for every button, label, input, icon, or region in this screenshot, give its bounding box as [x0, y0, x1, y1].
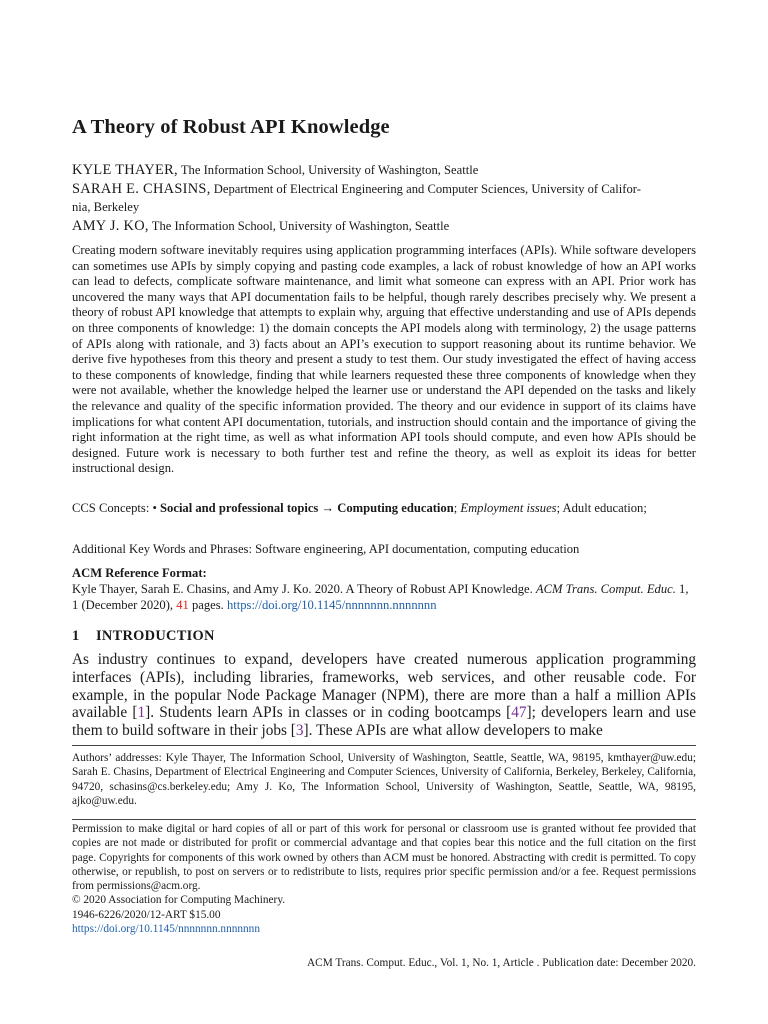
authors-addresses: Authors’ addresses: Kyle Thayer, The Information School, University of Washington, Seattle, Seattle, WA, 98195, kmthayer@uw.edu; Sarah E. Chasins, Department of Electrical Engineering and Computer Sciences, University of California, Berkeley, Berkeley, California, 94720, schasins@cs.berkeley.edu; Amy J. Ko, The Information School, University of Washington, Seattle, Seattle, WA, 98195, ajko@uw.edu.	[72, 752, 696, 807]
author-affiliation-cont: nia, Berkeley	[72, 200, 140, 214]
author-affiliation: The Information School, University of Washington, Seattle	[180, 163, 479, 177]
ccs-sep: ;	[453, 501, 458, 515]
section-title: INTRODUCTION	[96, 628, 215, 644]
abstract: Creating modern software inevitably requires using application programming interfaces (APIs). While software developers can sometimes use APIs by simply copying and pasting code examples, a lack of robust knowledge of how an API works can lead to defects, complicate software maintenance, and limit what someone can express with an API. Prior work has uncovered the many ways that API documentation fails to be helpful, though rarely describes precisely why. We present a theory of robust API knowledge that attempts to explain why, arguing that effective understanding and use of APIs depends on three components of knowledge: 1) the domain concepts the API models along with terminology, 2) the usage patterns of APIs along with rationale, and 3) facts about an API’s execution to support reasoning about its runtime behavior. We derive five hypotheses from this theory and present a study to test them. Our study investigated the effect of having access to these components of knowledge, finding that while learners requested these three components of knowledge when they were not available, whether the knowledge helped the learner use or understand the API depended on the tasks and likely the relevance and quality of the specific information provided. The theory and our evidence in support of its claims have implications for what content API documentation, tutorials, and instruction should contain and the importance of giving the right information at the right time, as well as what information API tools should compute, and even how APIs should be designed. Future work is necessary to both further test and refine the theory, as well as exploit its ideas for better instructional design.	[72, 243, 696, 476]
running-footer: ACM Trans. Comput. Educ., Vol. 1, No. 1, Article . Publication date: December 2020.	[307, 957, 696, 969]
reference-doi-link[interactable]: https://doi.org/10.1145/nnnnnnn.nnnnnnn	[226, 598, 437, 612]
citation-link[interactable]: 47	[511, 704, 527, 722]
ccs-arrow: →	[321, 501, 335, 515]
author-entry	[72, 180, 696, 216]
ccs-rest: ; Adult education;	[556, 501, 647, 515]
intro-text: As industry continues to expand, developers have created numerous application programming interfaces (APIs), including libraries, frameworks, web services, and other reusable code. For example, in the popular Node Package Manager (NPM), there are more than a half a million APIs available [	[72, 651, 696, 722]
intro-text: ]. Students learn APIs in classes or in coding bootcamps [	[145, 704, 512, 722]
reference-page-count[interactable]: 41	[176, 598, 189, 612]
section-number: 1	[72, 628, 80, 644]
reference-text: Kyle Thayer, Sarah E. Chasins, and Amy J. Ko. 2020. A Theory of Robust API Knowledge.	[72, 582, 533, 596]
author-name: AMY J. KO,	[72, 218, 149, 234]
author-name: SARAH E. CHASINS,	[72, 181, 211, 197]
issn-line: 1946-6226/2020/12-ART $15.00	[72, 908, 221, 921]
footer-doi-link[interactable]: https://doi.org/10.1145/nnnnnnn.nnnnnnn	[72, 923, 260, 936]
author-name: KYLE THAYER,	[72, 162, 178, 178]
ccs-concepts	[72, 500, 696, 516]
copyright-line: © 2020 Association for Computing Machinery.	[72, 894, 286, 907]
intro-text: ]; developers learn and use them to build software in their jobs [	[72, 704, 697, 740]
reference-pages-label: pages.	[191, 598, 224, 612]
reference-format	[72, 581, 696, 613]
reference-volume: 1, 1 (December 2020),	[72, 582, 689, 612]
paper-title: A Theory of Robust API Knowledge	[72, 116, 390, 138]
permission-rule	[72, 819, 696, 820]
author-entry	[72, 217, 696, 235]
reference-journal: ACM Trans. Comput. Educ.	[535, 582, 676, 596]
ccs-label: CCS Concepts: •	[72, 501, 157, 515]
keywords: Additional Key Words and Phrases: Software engineering, API documentation, computing education	[72, 542, 580, 556]
ccs-employment: Employment issues	[460, 501, 557, 515]
section-heading	[72, 628, 215, 645]
author-entry	[72, 161, 696, 179]
reference-heading: ACM Reference Format:	[72, 566, 207, 580]
author-affiliation: The Information School, University of Washington, Seattle	[151, 219, 450, 233]
permission-text: Permission to make digital or hard copies of all or part of this work for personal or classroom use is granted without fee provided that copies are not made or distributed for profit or commercial advantage and that copies bear this notice and the full citation on the first page. Copyrights for components of this work owned by others than ACM must be honored. Abstracting with credit is permitted. To copy otherwise, or republish, to post on servers or to redistribute to lists, requires prior specific permission and/or a fee. Request permissions from permissions@acm.org.	[72, 823, 696, 893]
ccs-topic: Social and professional topics	[160, 501, 319, 515]
citation-link[interactable]: 3	[295, 722, 304, 740]
intro-text: ]. These APIs are what allow developers to make	[303, 722, 603, 740]
permission-notice	[72, 822, 696, 936]
ccs-subtopic: Computing education	[337, 501, 454, 515]
citation-link[interactable]: 1	[137, 704, 146, 722]
footnote-rule	[72, 745, 696, 746]
intro-paragraph	[72, 651, 696, 740]
author-affiliation: Department of Electrical Engineering and Computer Sciences, University of Califor-	[213, 182, 641, 196]
